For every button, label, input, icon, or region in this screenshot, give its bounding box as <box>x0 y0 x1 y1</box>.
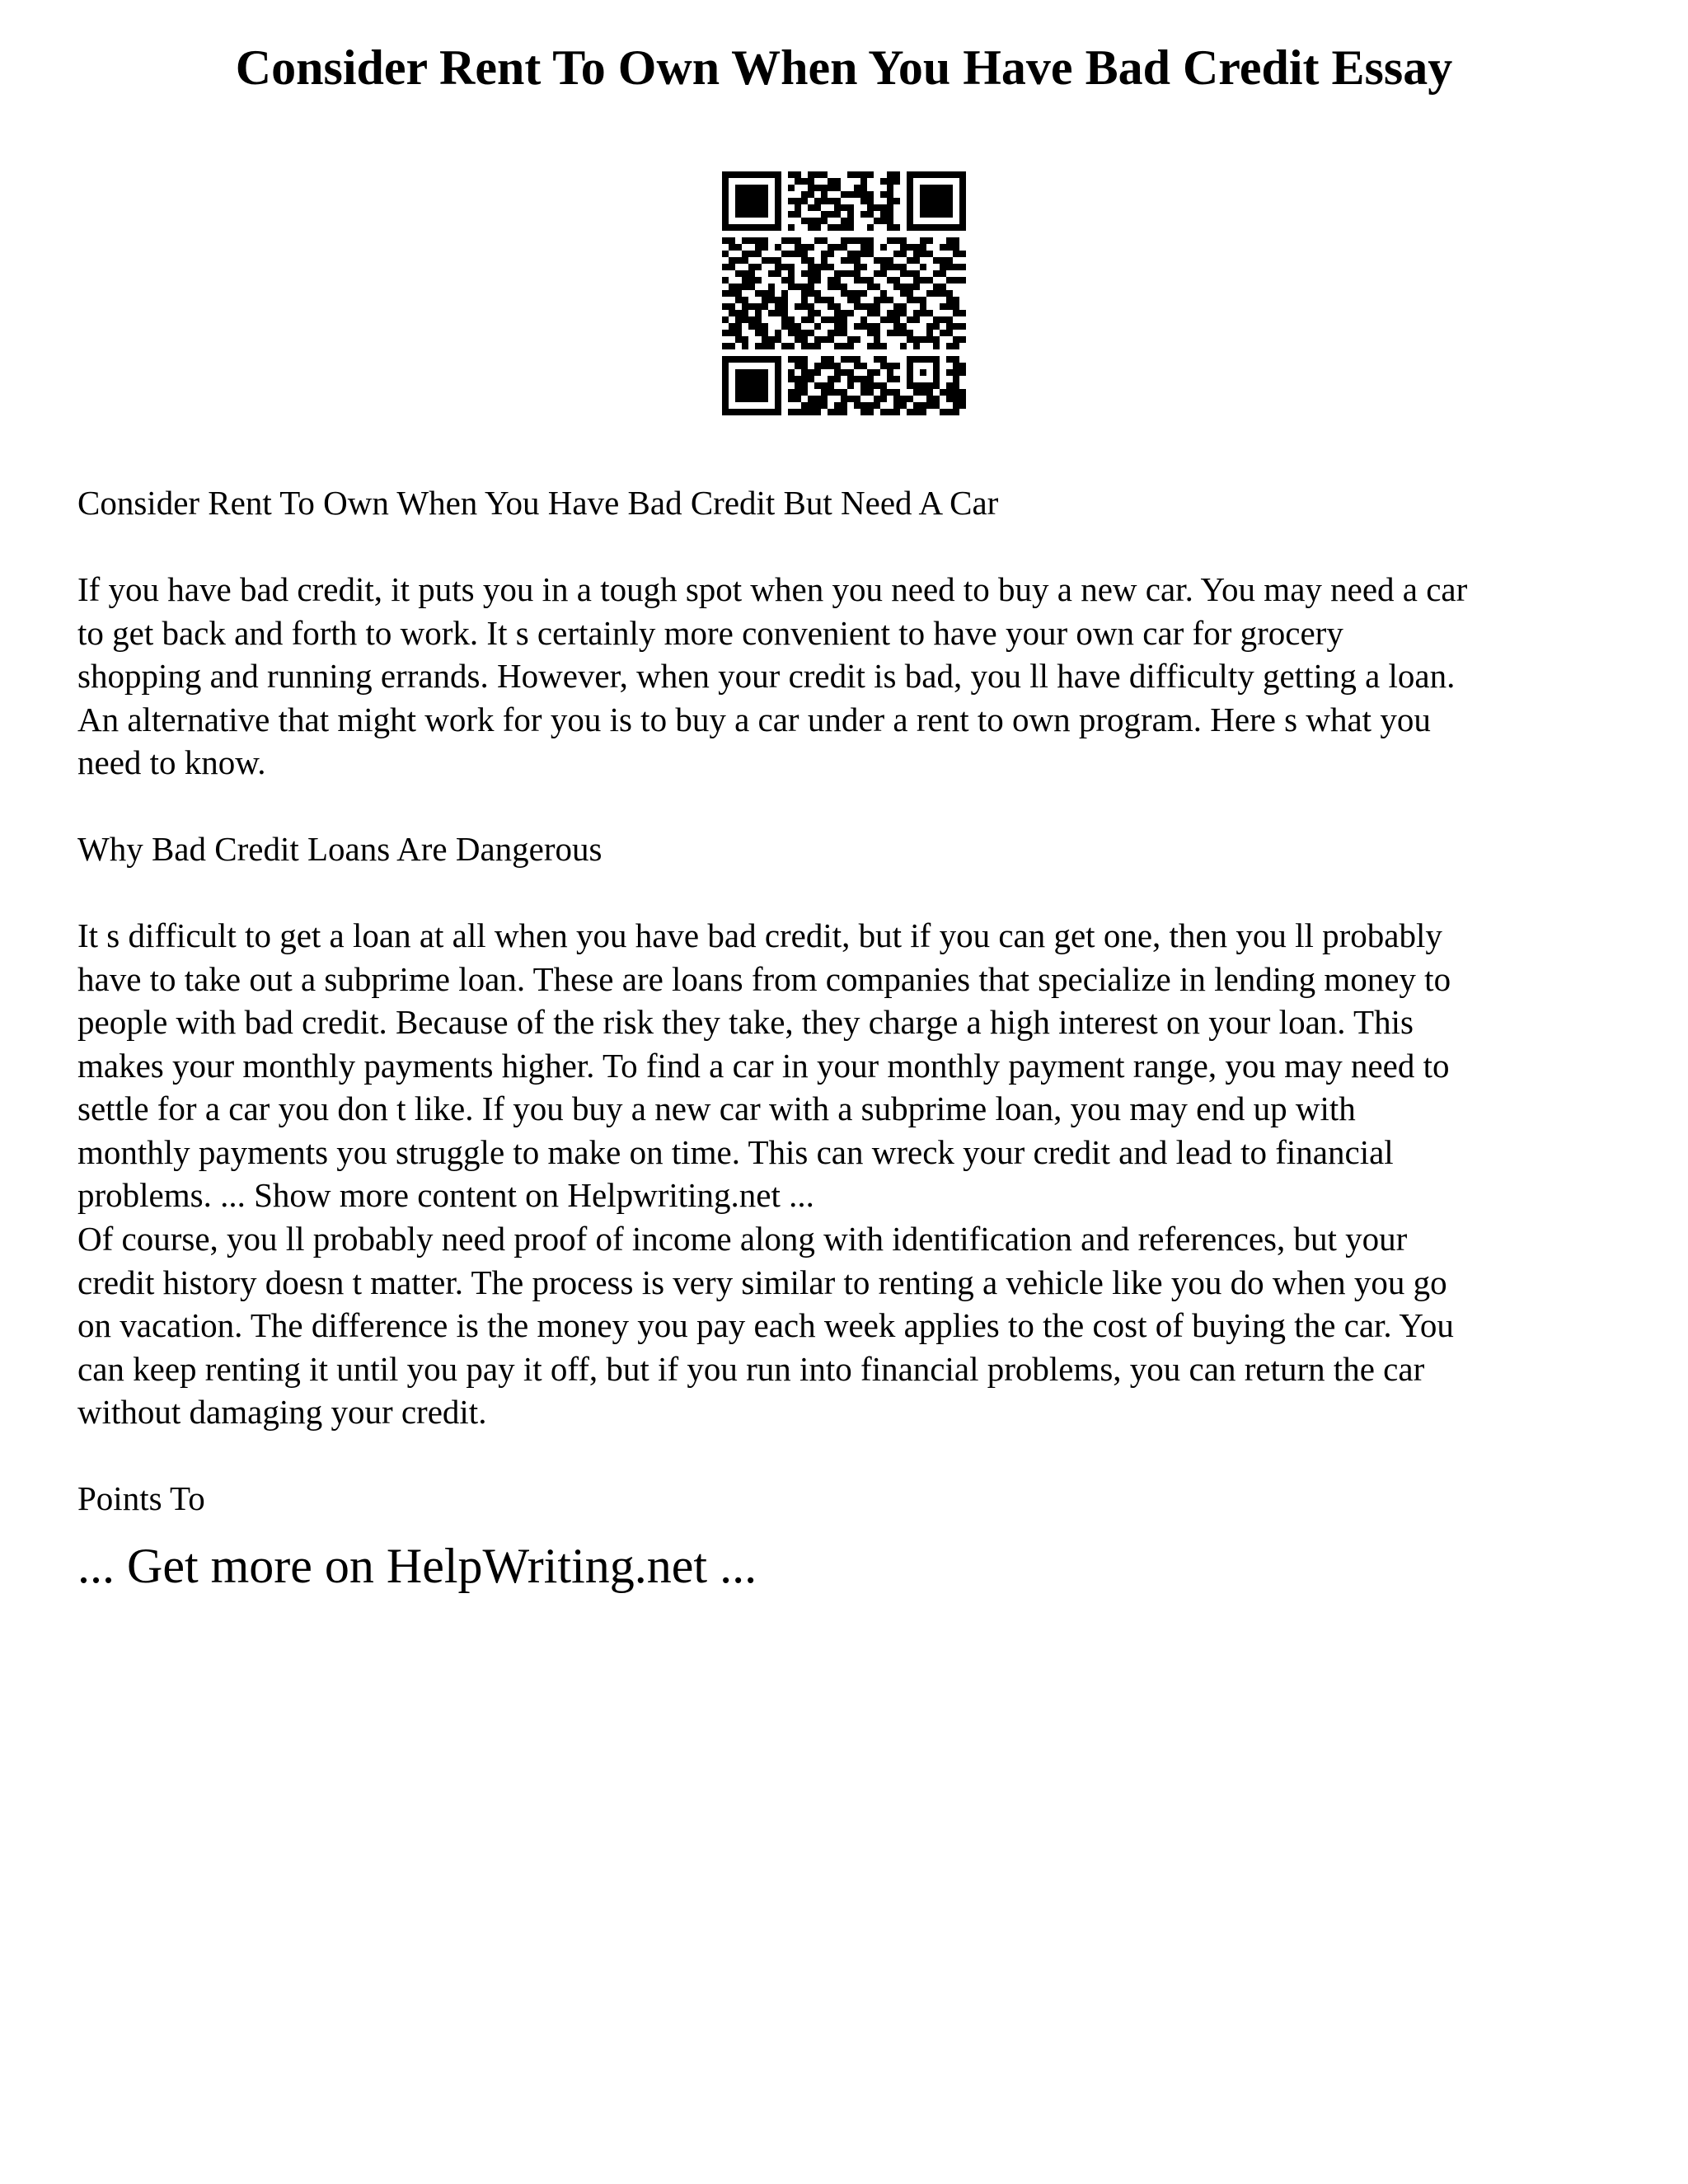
qr-code-icon <box>722 171 966 415</box>
paragraph-line: people with bad credit. Because of the risk they take, they charge a high interest on your loan. This <box>77 1003 1414 1041</box>
paragraph-rent-to-own <box>77 1217 1627 1434</box>
paragraph-line: settle for a car you don t like. If you buy a new car with a subprime loan, you may end up with <box>77 1090 1356 1127</box>
paragraph-intro <box>77 568 1627 785</box>
paragraph-line: without damaging your credit. <box>77 1393 487 1431</box>
subheading: Consider Rent To Own When You Have Bad Credit But Need A Car <box>77 484 999 522</box>
paragraph-line: If you have bad credit, it puts you in a tough spot when you need to buy a new car. You may need a car <box>77 570 1468 608</box>
paragraph-line: have to take out a subprime loan. These are loans from companies that specialize in lending money to <box>77 959 1451 998</box>
paragraph-line: It s difficult to get a loan at all when you have bad credit, but if you can get one, then you ll probably <box>77 916 1442 954</box>
document-title: Consider Rent To Own When You Have Bad Credit Essay <box>235 40 1453 95</box>
paragraph-line: monthly payments you struggle to make on time. This can wreck your credit and lead to financial <box>77 1132 1394 1171</box>
section-heading: Why Bad Credit Loans Are Dangerous <box>77 830 603 868</box>
get-more-link[interactable]: ... Get more on HelpWriting.net ... <box>77 1539 757 1593</box>
paragraph-line: shopping and running errands. However, when your credit is bad, you ll have difficulty getting a loan. <box>77 657 1456 695</box>
paragraph-line: can keep renting it until you pay it off, but if you run into financial problems, you can return the car <box>77 1349 1425 1388</box>
paragraph-risks <box>77 914 1627 1217</box>
paragraph-line: to get back and forth to work. It s certainly more convenient to have your own car for grocery <box>77 613 1343 652</box>
paragraph-line: An alternative that might work for you is to buy a car under a rent to own program. Here s what you <box>77 700 1431 738</box>
paragraph-line: need to know. <box>77 743 266 781</box>
paragraph-line: makes your monthly payments higher. To find a car in your monthly payment range, you may need to <box>77 1046 1450 1085</box>
paragraph-line: on vacation. The difference is the money you pay each week applies to the cost of buying the car. You <box>77 1306 1454 1344</box>
paragraph-line: credit history doesn t matter. The process is very similar to renting a vehicle like you do when you go <box>77 1263 1447 1301</box>
closing-heading: Points To <box>77 1479 205 1517</box>
paragraph-line: problems. ... Show more content on Helpwriting.net ... <box>77 1176 814 1214</box>
paragraph-line: Of course, you ll probably need proof of income along with identification and references, but your <box>77 1220 1408 1258</box>
